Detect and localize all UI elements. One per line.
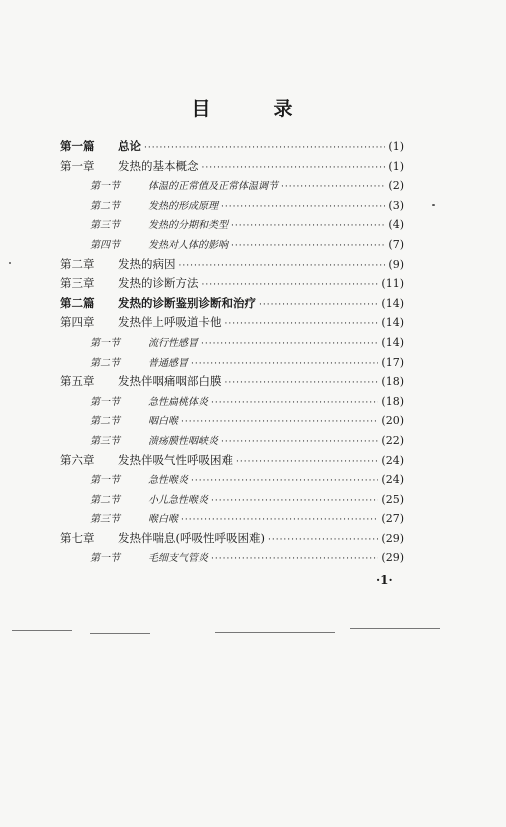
toc-part-row bbox=[60, 138, 404, 158]
toc-entry-label: 第一节 bbox=[90, 553, 120, 565]
toc-entry-page: (29) bbox=[381, 551, 404, 565]
toc-entry-page: (1) bbox=[388, 140, 404, 153]
toc-entry-page: (27) bbox=[381, 512, 404, 526]
toc-leader-dots bbox=[268, 535, 378, 545]
scan-artifact-line bbox=[12, 630, 72, 631]
toc-section-row bbox=[60, 354, 404, 374]
toc-entry-page: (17) bbox=[381, 355, 404, 369]
toc-leader-dots bbox=[211, 398, 378, 408]
toc-leader-dots bbox=[144, 143, 385, 153]
toc-entry-title: 体温的正常值及正常体温调节 bbox=[148, 181, 278, 193]
toc-entry-title: 发热伴上呼吸道卡他 bbox=[118, 315, 222, 330]
toc-entry-label: 第七章 bbox=[60, 530, 95, 545]
toc-section-row bbox=[60, 216, 404, 236]
toc-part-row bbox=[60, 295, 404, 315]
toc-leader-dots bbox=[191, 476, 378, 486]
toc-entry-title: 总论 bbox=[118, 139, 141, 153]
scan-artifact-speck bbox=[432, 204, 435, 206]
toc-entry-page: (14) bbox=[381, 296, 404, 310]
toc-entry-page: (3) bbox=[388, 198, 404, 212]
toc-leader-dots bbox=[202, 280, 379, 290]
toc-entry-page: (4) bbox=[388, 218, 404, 232]
toc-leader-dots bbox=[259, 300, 378, 310]
toc-leader-dots bbox=[211, 496, 378, 506]
toc-entry-page: (11) bbox=[381, 277, 404, 291]
toc-leader-dots bbox=[231, 241, 385, 251]
toc-section-row bbox=[60, 510, 404, 530]
scan-artifact-line bbox=[215, 632, 335, 633]
toc-entry-page: (24) bbox=[381, 473, 404, 487]
toc-entry-label: 第一节 bbox=[90, 396, 120, 408]
scan-artifact-line bbox=[350, 628, 440, 629]
toc-entry-label: 第二篇 bbox=[60, 295, 95, 310]
toc-entry-label: 第一节 bbox=[90, 337, 120, 349]
toc-section-row bbox=[60, 236, 404, 256]
toc-entry-title: 发热伴咽痛咽部白膜 bbox=[118, 374, 222, 389]
toc-section-row bbox=[60, 471, 404, 491]
toc-leader-dots bbox=[281, 182, 385, 192]
toc-entry-title: 发热的病因 bbox=[118, 256, 176, 271]
toc-entry-page: (29) bbox=[381, 531, 404, 545]
toc-entry-page: (18) bbox=[381, 375, 404, 389]
toc-section-row bbox=[60, 432, 404, 452]
toc-entry-label: 第一章 bbox=[60, 158, 95, 173]
toc-entry-title: 急性喉炎 bbox=[148, 475, 188, 487]
toc-entry-title: 发热对人体的影响 bbox=[148, 239, 228, 251]
toc-entry-label: 第三节 bbox=[90, 435, 120, 447]
scan-artifact-line bbox=[90, 633, 150, 634]
toc-entry-label: 第二节 bbox=[90, 416, 120, 428]
toc-entry-title: 发热的诊断方法 bbox=[118, 276, 199, 291]
toc-entry-label: 第三节 bbox=[90, 220, 120, 232]
scan-artifact-speck bbox=[9, 262, 11, 264]
toc-entry-title: 发热的形成原理 bbox=[148, 200, 218, 212]
toc-entry-title: 普通感冒 bbox=[148, 357, 188, 369]
toc-entry-page: (24) bbox=[381, 453, 404, 467]
toc-entry-title: 发热的基本概念 bbox=[118, 158, 199, 173]
toc-leader-dots bbox=[236, 457, 378, 467]
toc-section-row bbox=[60, 393, 404, 413]
toc-section-row bbox=[60, 197, 404, 217]
toc-chapter-row bbox=[60, 158, 404, 178]
toc-entry-page: (2) bbox=[388, 179, 404, 193]
toc-entry-page: (22) bbox=[381, 433, 404, 447]
page-title: 目 录 bbox=[191, 98, 315, 120]
toc-entry-label: 第二章 bbox=[60, 256, 95, 271]
toc-entry-page: (25) bbox=[381, 492, 404, 506]
toc-chapter-row bbox=[60, 314, 404, 334]
toc-entry-page: (14) bbox=[381, 335, 404, 349]
toc-chapter-row bbox=[60, 275, 404, 295]
toc-section-row bbox=[60, 334, 404, 354]
toc-entry-title: 咽白喉 bbox=[148, 416, 178, 428]
toc-entry-title: 发热的分期和类型 bbox=[148, 220, 228, 232]
toc-entry-label: 第一节 bbox=[90, 181, 120, 193]
toc-entry-label: 第一节 bbox=[90, 475, 120, 487]
toc-entry-page: (9) bbox=[388, 257, 404, 271]
toc-entry-label: 第二节 bbox=[90, 200, 120, 212]
toc-entry-label: 第五章 bbox=[60, 374, 95, 389]
toc-entry-title: 发热伴喘息(呼吸性呼吸困难) bbox=[118, 530, 265, 545]
toc-leader-dots bbox=[225, 378, 379, 388]
toc-leader-dots bbox=[231, 221, 385, 231]
toc-entry-page: (18) bbox=[381, 394, 404, 408]
toc-entry-title: 发热伴吸气性呼吸困难 bbox=[118, 452, 233, 467]
toc-entry-title: 喉白喉 bbox=[148, 514, 178, 526]
toc-leader-dots bbox=[211, 554, 378, 564]
toc-entry-page: (20) bbox=[381, 414, 404, 428]
toc-entry-page: (1) bbox=[388, 159, 404, 173]
toc-entry-label: 第四章 bbox=[60, 315, 95, 330]
toc-section-row bbox=[60, 177, 404, 197]
toc-leader-dots bbox=[181, 515, 378, 525]
toc-section-row bbox=[60, 412, 404, 432]
toc-entry-title: 发热的诊断鉴别诊断和治疗 bbox=[118, 295, 256, 310]
toc-leader-dots bbox=[181, 417, 378, 427]
toc-leader-dots bbox=[221, 202, 385, 212]
toc-chapter-row bbox=[60, 452, 404, 472]
toc-chapter-row bbox=[60, 530, 404, 550]
toc-entry-title: 溃疡膜性咽峡炎 bbox=[148, 435, 218, 447]
toc-leader-dots bbox=[225, 319, 379, 329]
toc-entry-label: 第三章 bbox=[60, 276, 95, 291]
toc-entry-page: (14) bbox=[381, 316, 404, 330]
toc-entry-title: 小儿急性喉炎 bbox=[148, 494, 208, 506]
toc-section-row bbox=[60, 491, 404, 511]
toc-entry-label: 第三节 bbox=[90, 514, 120, 526]
toc-leader-dots bbox=[179, 261, 386, 271]
toc-entry-label: 第六章 bbox=[60, 452, 95, 467]
toc-leader-dots bbox=[201, 339, 378, 349]
toc-entry-label: 第二节 bbox=[90, 494, 120, 506]
toc-entry-label: 第四节 bbox=[90, 239, 120, 251]
toc-chapter-row bbox=[60, 256, 404, 276]
toc-entry-title: 流行性感冒 bbox=[148, 337, 198, 349]
toc-leader-dots bbox=[221, 437, 378, 447]
toc-entry-title: 毛细支气管炎 bbox=[148, 553, 208, 565]
toc-section-row bbox=[60, 549, 404, 569]
toc-leader-dots bbox=[191, 359, 378, 369]
table-of-contents bbox=[60, 138, 404, 569]
toc-leader-dots bbox=[202, 163, 386, 173]
page-number: ·1· bbox=[376, 573, 393, 587]
toc-entry-label: 第一篇 bbox=[60, 139, 95, 153]
toc-entry-page: (7) bbox=[388, 237, 404, 251]
toc-entry-title: 急性扁桃体炎 bbox=[148, 396, 208, 408]
toc-entry-label: 第二节 bbox=[90, 357, 120, 369]
toc-chapter-row bbox=[60, 373, 404, 393]
